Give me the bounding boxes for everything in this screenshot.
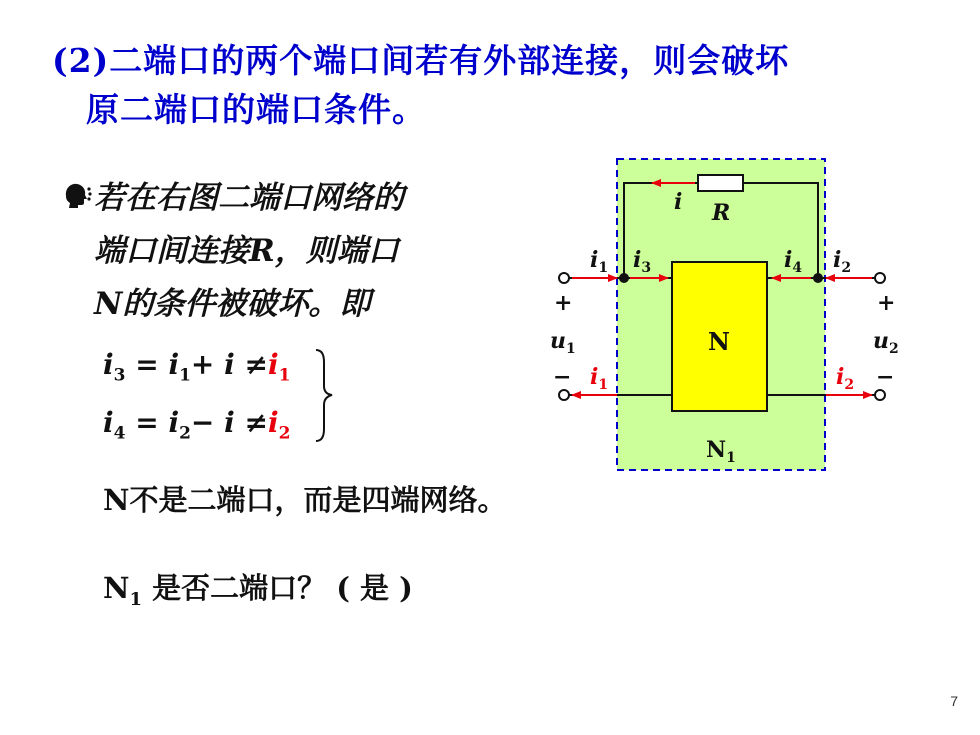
circuit-diagram [540, 150, 920, 480]
plus-right: + [877, 290, 896, 316]
statement-text: N不是二端口，而是四端网络。 [103, 483, 507, 517]
equation-i4: $i_4 = i_2- i \ne i_2$ [103, 406, 291, 444]
label-u1: $u_1$ [550, 328, 576, 357]
slide-title [52, 36, 932, 134]
label-i3: $i_3$ [633, 247, 652, 276]
node-right [813, 273, 823, 283]
label-i1: $i_1$ [590, 247, 609, 276]
eq2-rhs: $i_2$ [267, 406, 291, 444]
minus-right: − [876, 364, 895, 390]
label-R: R [712, 200, 731, 226]
terminal-1-bottom [559, 390, 569, 400]
node-left [619, 273, 629, 283]
label-i2: $i_2$ [833, 247, 852, 276]
equation-i3: $i_3 = i_1+ i \ne i_1$ [103, 348, 291, 386]
eq1-rhs: $i_1$ [267, 348, 291, 386]
minus-left: − [553, 364, 572, 390]
question-text: $N_1$ 是否二端口？ ( 是 ) [103, 571, 413, 610]
label-N1: $N_1$ [706, 437, 736, 466]
label-i1-return: $i_1$ [590, 364, 609, 393]
page-number: 7 [950, 693, 958, 709]
bullet-line-2: 端口间连接R，则端口 [94, 233, 399, 269]
label-u2: $u_2$ [873, 328, 899, 357]
label-i: i [674, 189, 683, 215]
speaking-head-icon [62, 180, 92, 210]
title-line-2: 原二端口的端口条件。 [86, 90, 426, 129]
resistor-R [698, 175, 743, 191]
title-line-1: (2)二端口的两个端口间若有外部连接，则会破坏 [52, 41, 790, 80]
label-i4: $i_4$ [784, 247, 803, 276]
bullet-line-1: 若在右图二端口网络的 [94, 180, 404, 216]
label-N: N [708, 327, 730, 356]
terminal-2-bottom [875, 390, 885, 400]
terminal-1-top [559, 273, 569, 283]
bullet-paragraph [62, 172, 502, 331]
terminal-2-top [875, 273, 885, 283]
plus-left: + [554, 290, 573, 316]
label-i2-return: $i_2$ [836, 364, 855, 393]
right-brace [312, 348, 336, 443]
bullet-line-3: N的条件被破坏。即 [94, 286, 371, 322]
